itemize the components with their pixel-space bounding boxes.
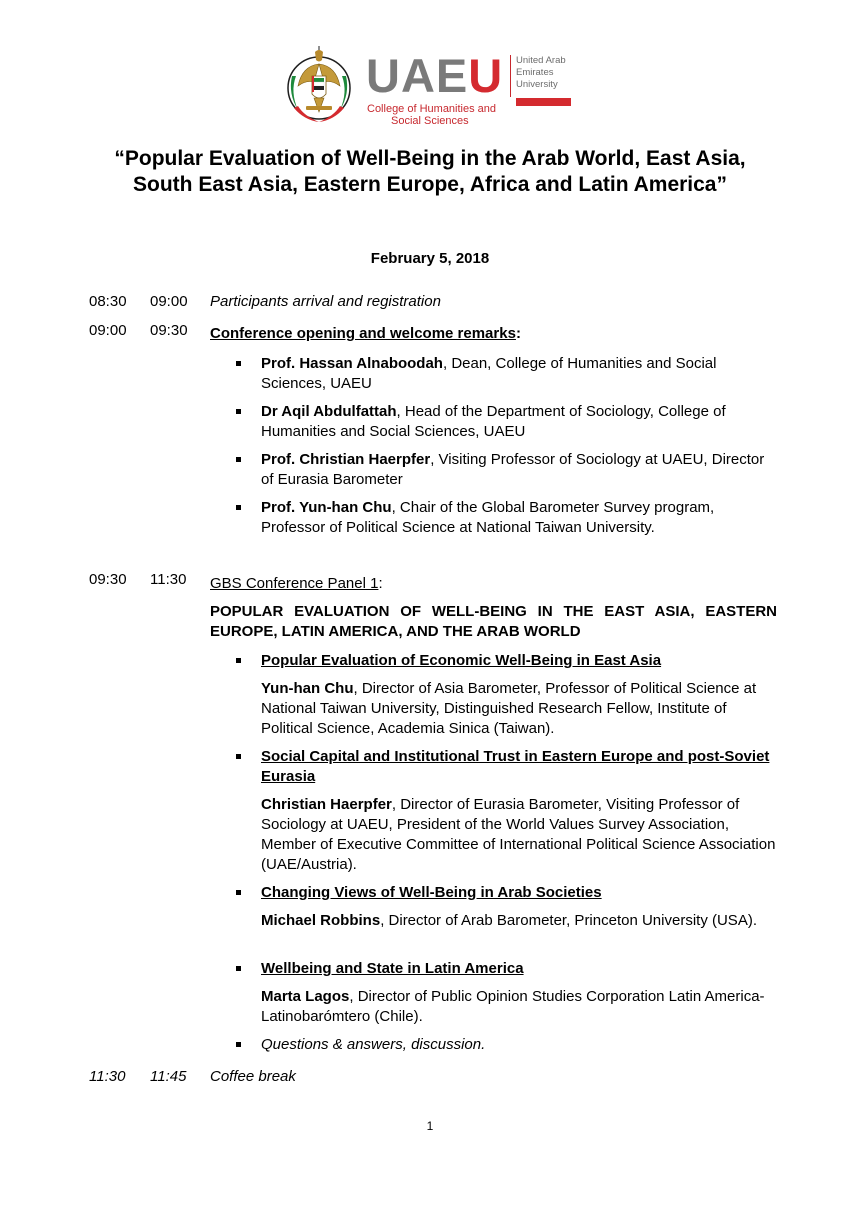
bullet: [236, 498, 244, 518]
talk-3-title: Changing Views of Well-Being in Arab Societies: [261, 884, 602, 901]
opening-label: Conference opening and welcome remarks: [210, 325, 516, 342]
logo-university-line-1: United Arab: [516, 55, 566, 66]
bullet: [236, 747, 244, 767]
logo-university-line-2: Emirates: [516, 67, 554, 78]
bullet: [236, 402, 244, 422]
bullet: [236, 1035, 244, 1055]
speaker-description: , Director of Asia Barometer, Professor of Political Science at National Taiwan University, Distinguished Research Fellow, Institute of Political Science, Academia Sinica (Taiwan).: [261, 680, 757, 737]
bullet: [236, 354, 244, 374]
speaker-description: , Head of the Department of Sociology, College of Humanities and Social Sciences, UAEU: [261, 403, 726, 440]
arrival-start-time: 08:30: [89, 293, 127, 310]
speaker-name: Marta Lagos: [261, 988, 350, 1005]
opening-heading: [210, 324, 521, 344]
coffee-label: Coffee break: [210, 1068, 296, 1085]
logo-divider: [510, 55, 511, 97]
document-title: “Popular Evaluation of Well-Being in the Arab World, East Asia, South East Asia, Eastern Europe, Africa and Latin America”: [114, 147, 746, 196]
speaker-name: Michael Robbins: [261, 912, 381, 929]
talk-2-title: Social Capital and Institutional Trust in Eastern Europe and post-Soviet Eurasia: [261, 748, 770, 785]
logo-college-line-1: College of Humanities and: [367, 103, 497, 115]
opening-start-time: 09:00: [89, 322, 127, 339]
bullet: [236, 651, 244, 671]
logo-university-name: [516, 55, 566, 91]
logo-wordmark: [366, 49, 504, 102]
speaker-description: , Chair of the Global Barometer Survey program, Professor of Political Science at National Taiwan University.: [261, 499, 715, 536]
panel-start-time: 09:30: [89, 571, 127, 588]
event-date: February 5, 2018: [370, 250, 490, 267]
bullet: [236, 883, 244, 903]
talk-1-title: Popular Evaluation of Economic Well-Being in East Asia: [261, 652, 662, 669]
uae-emblem-icon: [284, 46, 354, 126]
panel-label: GBS Conference Panel 1: [210, 575, 379, 592]
logo-wordmark-last-letter: U: [468, 49, 504, 102]
bullet: [236, 959, 244, 979]
speaker-name: Prof. Hassan Alnaboodah: [261, 355, 443, 372]
coffee-start-time: 11:30: [89, 1068, 126, 1085]
speaker-description: , Director of Public Opinion Studies Corporation Latin America-Latinobarómtero (Chile).: [261, 988, 765, 1025]
speaker-description: , Director of Arab Barometer, Princeton University (USA).: [380, 912, 757, 929]
logo-college-name: [367, 103, 496, 127]
logo-university-line-3: University: [516, 79, 558, 90]
talk-4-speaker: [261, 987, 776, 1027]
speaker-name: Christian Haerpfer: [261, 796, 392, 813]
opening-speaker-3: [261, 450, 771, 490]
speaker-description: , Director of Eurasia Barometer, Visiting Professor of Sociology at UAEU, President of the World Values Survey Association, Member of Executive Committee of International Political Science Association (UAE/Austria).: [261, 796, 776, 873]
speaker-name: Prof. Yun-han Chu: [261, 499, 392, 516]
arrival-label: Participants arrival and registration: [210, 293, 441, 310]
bullet: [236, 450, 244, 470]
talk-1-speaker: [261, 679, 776, 739]
opening-speaker-2: [261, 402, 771, 442]
talk-3-speaker: [261, 911, 776, 931]
speaker-name: Prof. Christian Haerpfer: [261, 451, 431, 468]
opening-colon: :: [515, 325, 521, 342]
uaeu-logo: [284, 46, 584, 128]
speaker-description: , Dean, College of Humanities and Social Sciences, UAEU: [261, 355, 717, 392]
talk-2-speaker: [261, 795, 776, 875]
opening-speaker-1: [261, 354, 771, 394]
opening-speaker-4: [261, 498, 771, 538]
arrival-end-time: 09:00: [150, 293, 188, 310]
logo-college-line-2: Social Sciences: [391, 115, 469, 127]
panel-title: POPULAR EVALUATION OF WELL-BEING IN THE EAST ASIA, EASTERN EUROPE, LATIN AMERICA, AND THE ARAB WORLD: [210, 603, 777, 640]
page-number: 1: [426, 1119, 434, 1133]
coffee-end-time: 11:45: [150, 1068, 187, 1085]
panel-end-time: 11:30: [150, 571, 187, 588]
speaker-name: Yun-han Chu: [261, 680, 354, 697]
speaker-name: Dr Aqil Abdulfattah: [261, 403, 397, 420]
panel-qa: Questions & answers, discussion.: [261, 1036, 486, 1053]
panel-colon: :: [378, 575, 383, 592]
panel-heading: [210, 574, 383, 594]
opening-end-time: 09:30: [150, 322, 188, 339]
logo-red-bar: [516, 98, 571, 106]
speaker-description: , Visiting Professor of Sociology at UAEU, Director of Eurasia Barometer: [261, 451, 765, 488]
talk-4-title: Wellbeing and State in Latin America: [261, 960, 524, 977]
logo-wordmark-text: UAE: [366, 49, 469, 102]
